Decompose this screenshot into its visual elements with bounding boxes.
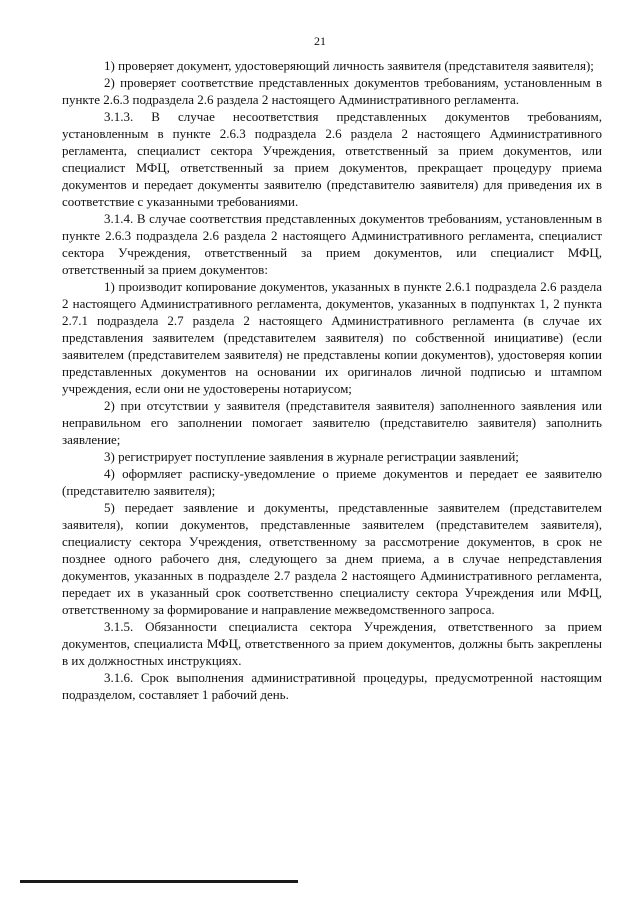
page-number: 21 [314,34,326,48]
paragraph: 1) проверяет документ, удостоверяющий личность заявителя (представителя заявителя); [104,58,594,73]
paragraph: 3.1.6. Срок выполнения административной процедуры, предусмотренной настоящим подразделом, составляет 1 рабочий день. [62,670,602,702]
paragraph: 1) производит копирование документов, указанных в пункте 2.6.1 подраздела 2.6 раздела 2 настоящего Административного регламента, документов, указанных в подпунктах 1, 2 пункта 2.7.1 подраздела 2.7 раздела 2 настоящего Административного регламента (в случае их представления заявителем (представителем заявителя) по собственной инициативе) (если заявителем (представителем заявителя) не представлены копии документов), удостоверяя копии представленных документов на основании их оригиналов личной подписью и штампом учреждения, если они не удостоверены нотариусом; [62,279,602,396]
document-body [62,57,602,703]
paragraph: 3.1.5. Обязанности специалиста сектора Учреждения, ответственного за прием документов, специалиста МФЦ, ответственного за прием документов, должны быть закреплены в их должностных инструкциях. [62,619,602,668]
paragraph: 3) регистрирует поступление заявления в журнале регистрации заявлений; [104,449,519,464]
paragraph: 3.1.4. В случае соответствия представленных документов требованиям, установленным в пункте 2.6.3 подраздела 2.6 раздела 2 настоящего Административного регламента, специалист сектора Учреждения, ответственный за прием документов, или специалист МФЦ, ответственный за прием документов: [62,211,602,277]
paragraph: 2) при отсутствии у заявителя (представителя заявителя) заполненного заявления или неправильном его заполнении помогает заявителю (представителю заявителя) заполнить заявление; [62,398,602,447]
paragraph: 4) оформляет расписку-уведомление о приеме документов и передает ее заявителю (представителю заявителя); [62,466,602,498]
paragraph: 2) проверяет соответствие представленных документов требованиям, установленным в пункте 2.6.3 подраздела 2.6 раздела 2 настоящего Административного регламента. [62,75,602,107]
paragraph: 3.1.3. В случае несоответствия представленных документов требованиям, установленным в пункте 2.6.3 подраздела 2.6 раздела 2 настоящего Административного регламента, специалист сектора Учреждения, ответственный за прием документов, или специалист МФЦ, ответственный за прием документов, прекращает процедуру приема документов и передает документы заявителю (представителю заявителя) для приведения их в соответствие с указанными требованиями. [62,109,602,209]
paragraph: 5) передает заявление и документы, представленные заявителем (представителем заявителя), копии документов, представленные заявителем (представителем заявителя), специалисту сектора Учреждения, ответственному за рассмотрение документов, в срок не позднее одного рабочего дня, следующего за днем приема, а в случае непредставления документов, указанных в подразделе 2.7 раздела 2 настоящего Административного регламента, передает их в указанный срок соответственно специалисту сектора Учреждения или МФЦ, ответственному за формирование и направление межведомственного запроса. [62,500,602,617]
bottom-divider [20,880,298,883]
